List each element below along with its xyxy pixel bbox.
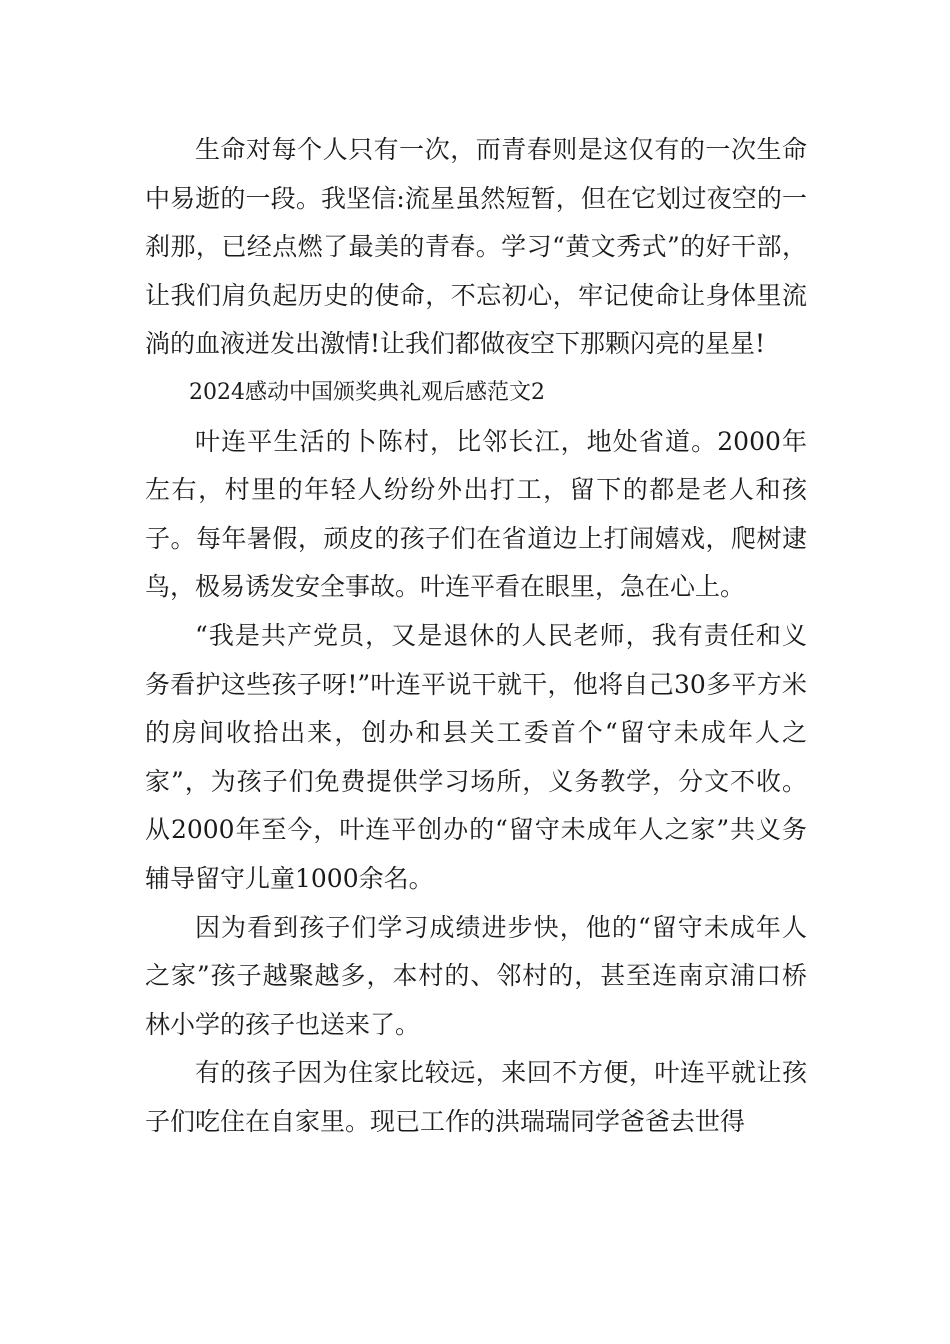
paragraph-boarding-children: 有的孩子因为住家比较远，来回不方便，叶连平就让孩子们吃住在自家里。现已工作的洪瑞瑞同学爸爸去世得 (145, 1058, 807, 1136)
paragraph-party-member-quote: “我是共产党员，又是退休的人民老师，我有责任和义务看护这些孩子呀!”叶连平说干就干，他将自己30多平方米的房间收拾出来，创办和县关工委首个“留守未成年人之家”，为孩子们免费提供学习场所，义务教学，分文不收。从2000年至今，叶连平创办的“留守未成年人之家”共义务辅导留守儿童1000余名。 (145, 620, 807, 893)
paragraph-more-children: 因为看到孩子们学习成绩进步快，他的“留守未成年人之家”孩子越聚越多，本村的、邻村的，甚至连南京浦口桥林小学的孩子也送来了。 (145, 912, 807, 1039)
document-body (145, 126, 807, 1146)
paragraph-bucheng-village: 叶连平生活的卜陈村，比邻长江，地处省道。2000年左右，村里的年轻人纷纷外出打工，留下的都是老人和孩子。每年暑假，顽皮的孩子们在省道边上打闹嬉戏，爬树逮鸟，极易诱发安全事故。叶连平看在眼里，急在心上。 (145, 426, 807, 602)
section-heading: 2024感动中国颁奖典礼观后感范文2 (189, 379, 545, 405)
paragraph-youth-reflection: 生命对每个人只有一次，而青春则是这仅有的一次生命中易逝的一段。我坚信:流星虽然短暂，但在它划过夜空的一刹那，已经点燃了最美的青春。学习“黄文秀式”的好干部，让我们肩负起历史的使命，不忘初心，牢记使命让身体里流淌的血液迸发出激情!让我们都做夜空下那颗闪亮的星星! (145, 135, 807, 359)
